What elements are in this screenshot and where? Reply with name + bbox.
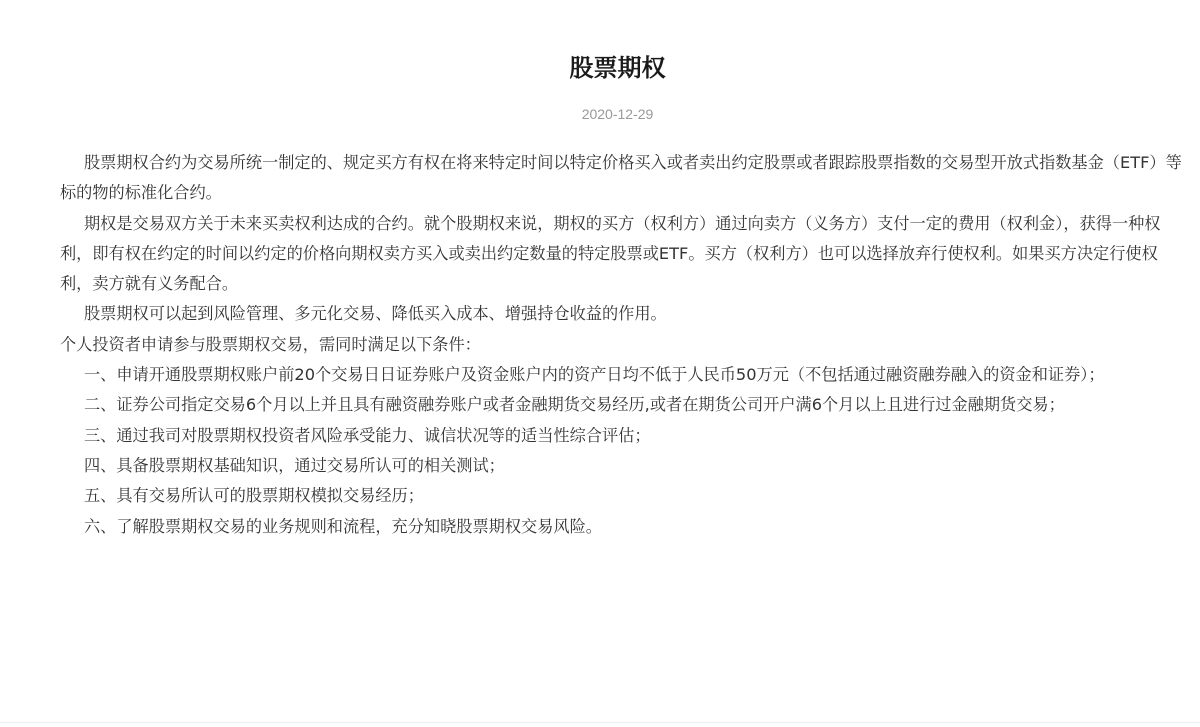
requirement-item: 二、证券公司指定交易6个月以上并且具有融资融券账户或者金融期货交易经历,或者在期货公司开户满6个月以上且进行过金融期货交易；	[84, 395, 1065, 415]
publish-date: 2020-12-29	[581, 106, 654, 122]
requirement-item: 六、了解股票期权交易的业务规则和流程，充分知晓股票期权交易风险。	[84, 516, 602, 536]
bottom-divider	[0, 722, 1200, 723]
requirement-item: 一、申请开通股票期权账户前20个交易日日证券账户及资金账户内的资产日均不低于人民币50万元（不包括通过融资融券融入的资金和证券）；	[84, 365, 1105, 385]
requirement-item: 三、通过我司对股票期权投资者风险承受能力、诚信状况等的适当性综合评估；	[84, 425, 651, 445]
requirement-item: 四、具备股票期权基础知识，通过交易所认可的相关测试；	[84, 455, 505, 475]
article-body	[60, 148, 1190, 542]
paragraph-option-contract: 期权是交易双方关于未来买卖权利达成的合约。就个股期权来说，期权的买方（权利方）通过向卖方（义务方）支付一定的费用（权利金），获得一种权利，即有权在约定的时间以约定的价格向期权卖方买入或卖出约定数量的特定股票或ETF。买方（权利方）也可以选择放弃行使权利。如果买方决定行使权利，卖方就有义务配合。	[60, 213, 1161, 294]
paragraph-requirements-intro: 个人投资者申请参与股票期权交易，需同时满足以下条件：	[60, 334, 481, 354]
paragraph-benefits: 股票期权可以起到风险管理、多元化交易、降低买入成本、增强持仓收益的作用。	[84, 304, 667, 324]
page-title: 股票期权	[569, 54, 666, 82]
paragraph-definition: 股票期权合约为交易所统一制定的、规定买方有权在将来特定时间以特定价格买入或者卖出约定股票或者跟踪股票指数的交易型开放式指数基金（ETF）等标的物的标准化合约。	[60, 153, 1182, 203]
requirement-item: 五、具有交易所认可的股票期权模拟交易经历；	[84, 486, 424, 506]
